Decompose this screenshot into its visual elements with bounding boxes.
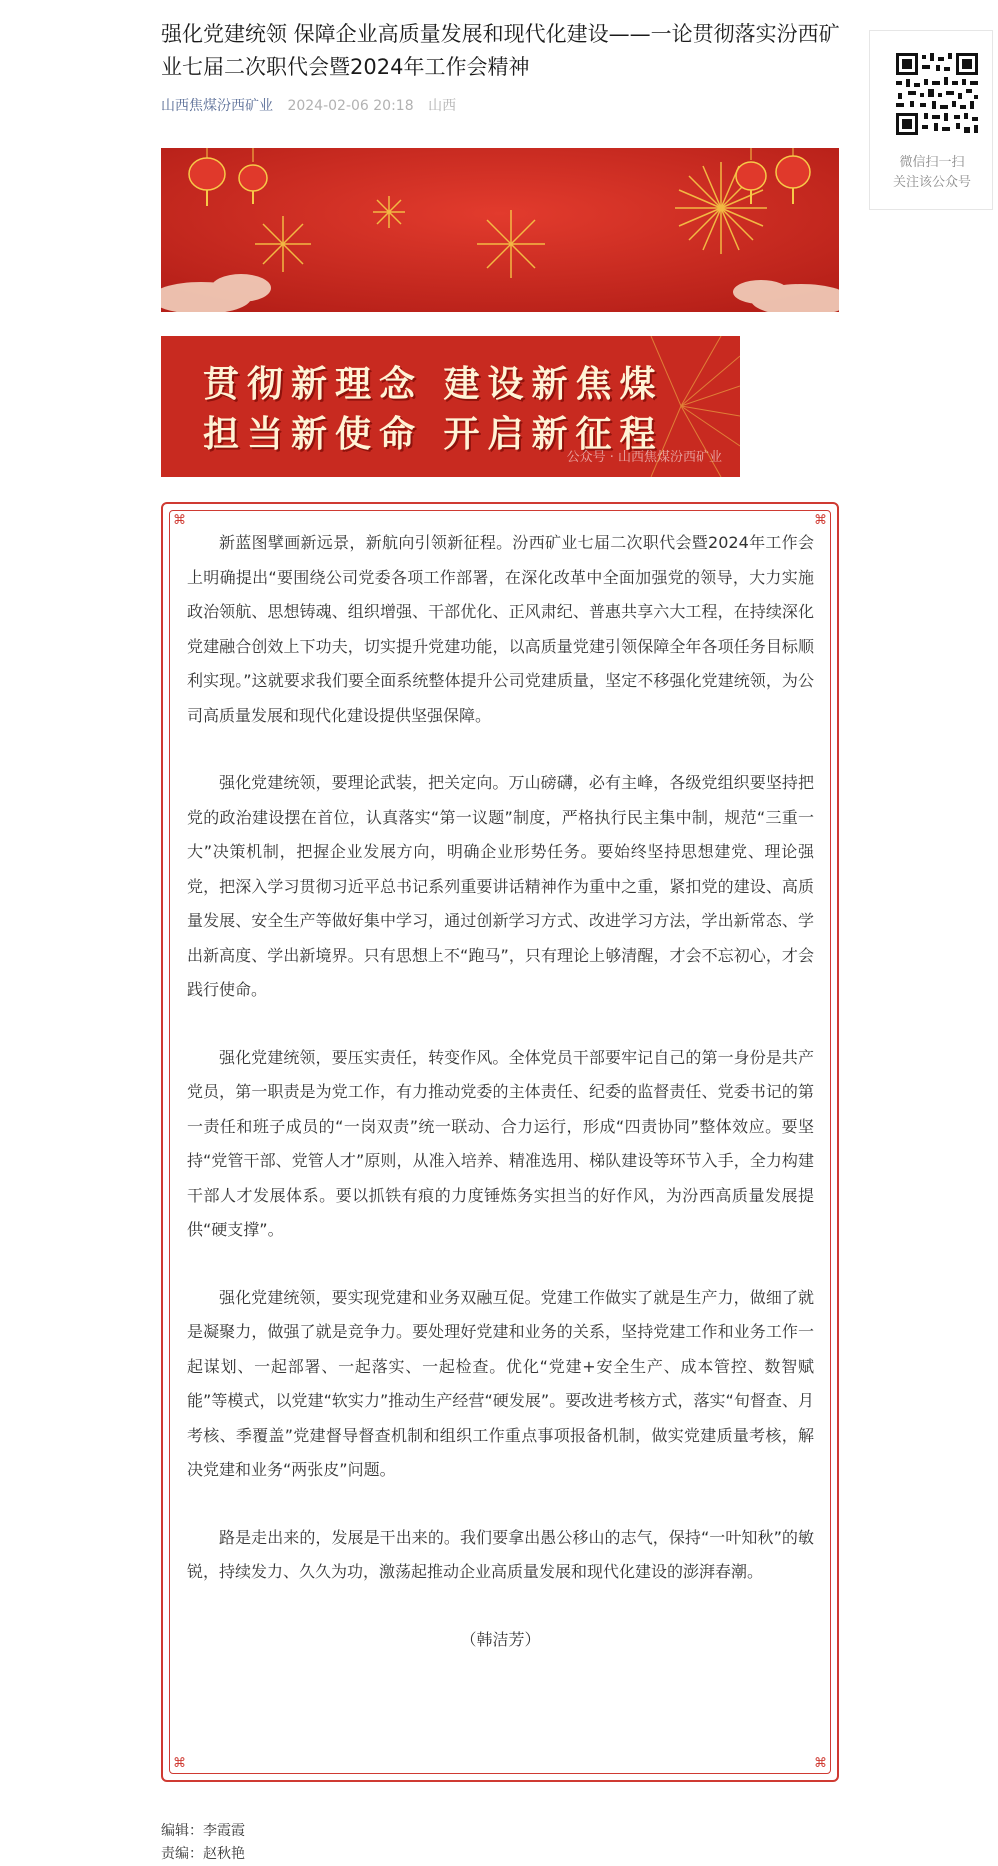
body-paragraph: 强化党建统领，要实现党建和业务双融互促。党建工作做实了就是生产力，做细了就是凝聚力，做强了就是竞争力。要处理好党建和业务的关系，坚持党建工作和业务工作一起谋划、一起部署、一起落实、一起检查。优化“党建+安全生产、成本管控、数智赋能”等模式，以党建“软实力”推动生产经营“硬发展”。要改进考核方式，落实“旬督查、月考核、季覆盖”党建督导督查机制和组织工作重点事项报备机制，做实党建质量考核，解决党建和业务“两张皮”问题。 <box>187 1287 814 1479</box>
qr-code-panel <box>869 30 993 210</box>
account-name-link[interactable]: 山西焦煤汾西矿业 <box>161 98 273 114</box>
article-meta <box>161 96 456 116</box>
festive-banner-illustration <box>161 148 839 312</box>
qr-caption-line-2: 关注该公众号 <box>892 175 971 190</box>
article-body <box>187 526 814 1657</box>
body-paragraph: 强化党建统领，要理论武装，把关定向。万山磅礴，必有主峰，各级党组织要坚持把党的政治建设摆在首位，认真落实“第一议题”制度，严格执行民主集中制，规范“三重一大”决策机制，把握企业发展方向，明确企业形势任务。要始终坚持思想建党、理论强党，把深入学习贯彻习近平总书记系列重要讲话精神作为重中之重，紧扣党的建设、高质量发展、安全生产等做好集中学习，通过创新学习方式、改进学习方法，学出新常态、学出新高度、学出新境界。只有思想上不“跑马”，只有理论上够清醒，才会不忘初心，才会践行使命。 <box>187 773 814 999</box>
publish-location: 山西 <box>428 98 457 114</box>
frame-corner-ornament-icon: ⌘ <box>814 513 827 528</box>
image-watermark: 公众号 · 山西焦煤汾西矿业 <box>566 450 722 465</box>
article-title: 强化党建统领 保障企业高质量发展和现代化建设——一论贯彻落实汾西矿业七届二次职代会暨2024年工作会精神 <box>161 22 840 79</box>
body-paragraph: 新蓝图擘画新远景，新航向引领新征程。汾西矿业七届二次职代会暨2024年工作会上明确提出“要围绕公司党委各项工作部署，在深化改革中全面加强党的领导，大力实施政治领航、思想铸魂、组织增强、干部优化、正风肃纪、普惠共享六大工程，在持续深化党建融合创效上下功夫，切实提升党建功能，以高质量党建引领保障全年各项任务目标顺利实现。”这就要求我们要全面系统整体提升公司党建质量，坚定不移强化党建统领，为公司高质量发展和现代化建设提供坚强保障。 <box>187 533 814 725</box>
slogan-line-2: 担当新使命 开启新征程 <box>203 414 664 455</box>
editor-line: 编辑：李霞霞 <box>161 1823 245 1839</box>
body-paragraph: 路是走出来的，发展是干出来的。我们要拿出愚公移山的志气，保持“一叶知秋”的敏锐，持续发力、久久为功，激荡起推动企业高质量发展和现代化建设的澎湃春潮。 <box>187 1527 814 1581</box>
qr-caption <box>870 153 994 193</box>
slogan-line-1: 贯彻新理念 建设新焦煤 <box>203 364 664 405</box>
qr-code-icon <box>894 51 980 137</box>
chief-editor-line: 责编：赵秋艳 <box>161 1846 245 1862</box>
frame-corner-ornament-icon: ⌘ <box>173 513 186 528</box>
slogan-banner-image <box>161 336 740 477</box>
publish-datetime: 2024-02-06 20:18 <box>287 98 414 114</box>
body-paragraph: 强化党建统领，要压实责任，转变作风。全体党员干部要牢记自己的第一身份是共产党员，第一职责是为党工作，有力推动党委的主体责任、纪委的监督责任、党委书记的第一责任和班子成员的“一岗双责”统一联动、合力运行，形成“四责协同”整体效应。要坚持“党管干部、党管人才”原则，从准入培养、精准选用、梯队建设等环节入手，全力构建干部人才发展体系。要以抓铁有痕的力度锤炼务实担当的好作风，为汾西高质量发展提供“硬支撑”。 <box>187 1047 814 1239</box>
festive-banner-image <box>161 148 839 312</box>
qr-caption-line-1: 微信扫一扫 <box>899 155 965 170</box>
frame-corner-ornament-icon: ⌘ <box>814 1756 827 1771</box>
frame-corner-ornament-icon: ⌘ <box>173 1756 186 1771</box>
author-signature: （韩洁芳） <box>460 1629 541 1649</box>
editor-credits <box>161 1820 245 1866</box>
